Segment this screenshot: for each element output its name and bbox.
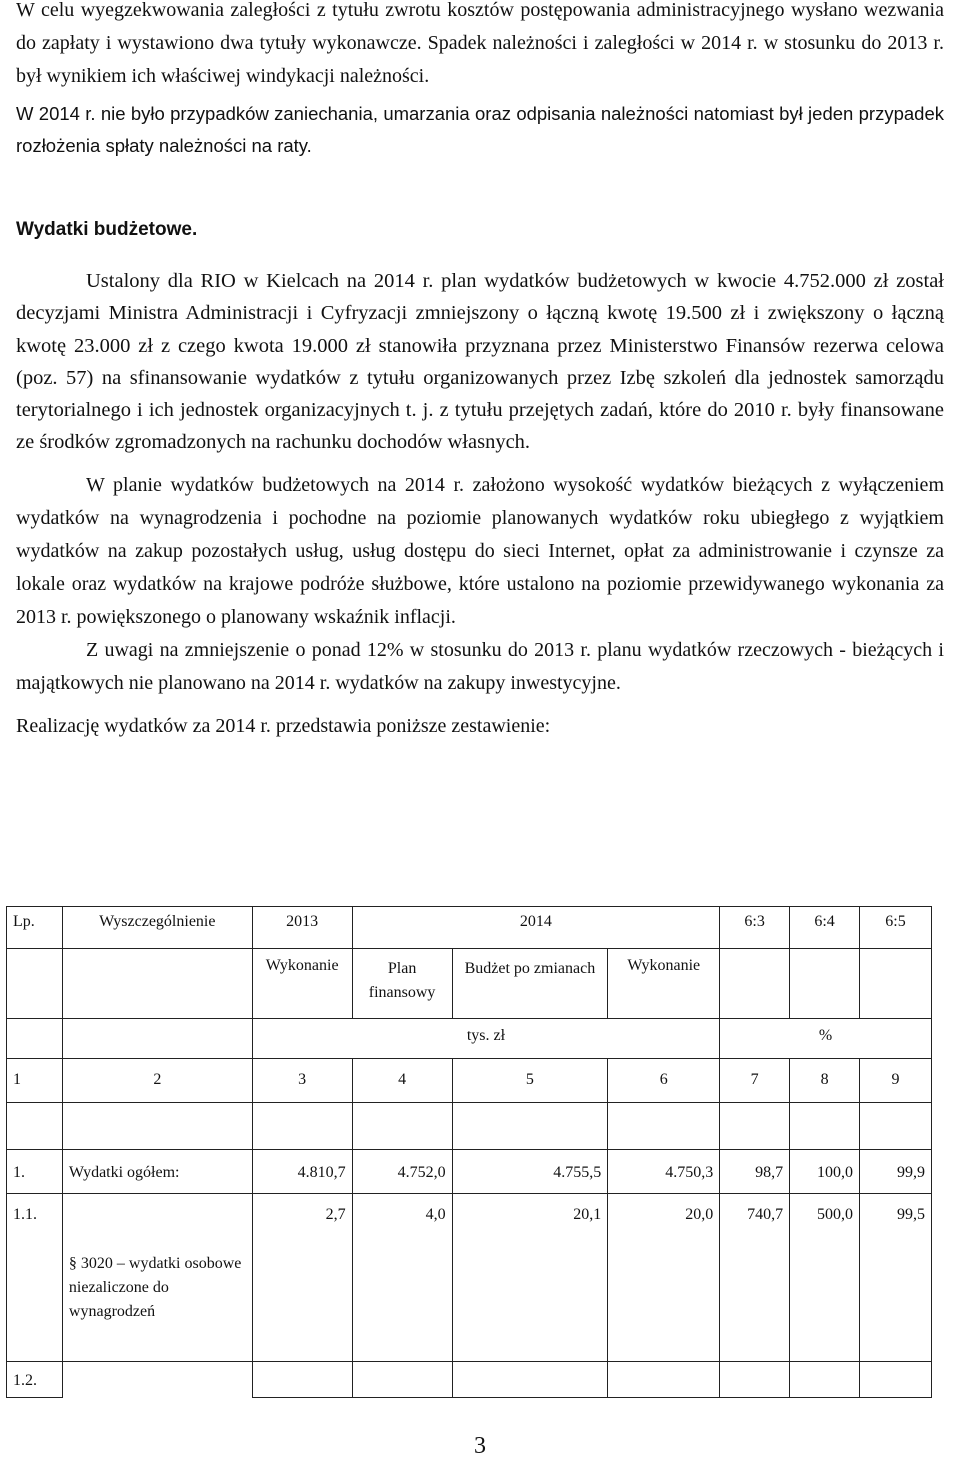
row-value: 4.750,3 (608, 1150, 720, 1194)
row-value: 99,9 (860, 1150, 932, 1194)
row-value: 500,0 (790, 1194, 860, 1362)
document-page (16, 0, 944, 743)
paragraph-zaniechania: W 2014 r. nie było przypadków zaniechania, umarzania oraz odpisania należności natomiast był jeden przypadek rozłożenia spłaty należności na raty. (16, 103, 944, 156)
subheader-wykonanie-2013: Wykonanie (252, 949, 352, 1019)
subheader-wykonanie-2014: Wykonanie (608, 949, 720, 1019)
row-value: 2,7 (252, 1194, 352, 1362)
header-2014: 2014 (352, 907, 720, 949)
header-ratio-6-3: 6:3 (720, 907, 790, 949)
row-value: 4,0 (352, 1194, 452, 1362)
row-value: 740,7 (720, 1194, 790, 1362)
row-desc-detail: § 3020 – wydatki osobowe niezaliczone do wynagrodzeń (62, 1194, 252, 1362)
colnum-9: 9 (860, 1059, 932, 1103)
paragraph-plan-rio: Ustalony dla RIO w Kielcach na 2014 r. plan wydatków budżetowych w kwocie 4.752.000 zł został decyzjami Ministra Administracji i Cyfryzacji zmniejszony o łączną kwotę 19.500 zł i zwiększony o łączną kwotę 23.000 zł z czego kwota 19.000 zł stanowiła przyznana przez Ministerstwo Finansów rezerwa celowa (poz. 57) na sfinansowanie wydatków z tytułu organizowanych przez Izbę szkoleń dla jednostek samorządu terytorialnego i ich jednostek organizacyjnych t. j. z tytułu przejętych zadań, które do 2010 r. były finansowane ze środków zgromadzonych na rachunku dochodów własnych. (16, 270, 944, 454)
subheader-plan-finansowy: Plan finansowy (352, 949, 452, 1019)
colnum-2: 2 (62, 1059, 252, 1103)
colnum-8: 8 (790, 1059, 860, 1103)
paragraph-realizacja: Realizację wydatków za 2014 r. przedstawia poniższe zestawienie: (16, 714, 551, 737)
row-value: 20,0 (608, 1194, 720, 1362)
colnum-5: 5 (452, 1059, 608, 1103)
expenditure-table (6, 906, 932, 1398)
row-value: 4.810,7 (252, 1150, 352, 1194)
table-row (7, 1194, 932, 1362)
paragraph-plan-wydatkow: W planie wydatków budżetowych na 2014 r. założono wysokość wydatków bieżących z wyłączeniem wydatków na wynagrodzenia i pochodne na poziomie planowanych wydatków roku ubiegłego z wyjątkiem wydatków na zakup pozostałych usług, usług dostępu do sieci Internet, opłat za administrowanie i czynsze za lokale oraz wydatków na krajowe podróże służbowe, które ustalono na poziomie przewidywanego wykonania za 2013 r. powiększonego o planowany wskaźnik inflacji. (16, 473, 944, 628)
header-2013: 2013 (252, 907, 352, 949)
colnum-6: 6 (608, 1059, 720, 1103)
table-row (7, 1150, 932, 1194)
subheader-budzet-po-zmianach: Budżet po zmianach (452, 949, 608, 1019)
paragraph-zmniejszenie: Z uwagi na zmniejszenie o ponad 12% w stosunku do 2013 r. planu wydatków rzeczowych - bieżących i majątkowych nie planowano na 2014 r. wydatków na zakupy inwestycyjne. (16, 638, 944, 694)
unit-percent: % (720, 1019, 932, 1059)
row-value: 98,7 (720, 1150, 790, 1194)
row-lp: 1. (7, 1150, 63, 1194)
header-ratio-6-4: 6:4 (790, 907, 860, 949)
row-lp: 1.1. (7, 1194, 63, 1362)
colnum-4: 4 (352, 1059, 452, 1103)
row-desc: Wydatki ogółem: (62, 1150, 252, 1194)
row-value: 4.752,0 (352, 1150, 452, 1194)
row-value: 20,1 (452, 1194, 608, 1362)
row-value: 100,0 (790, 1150, 860, 1194)
row-value: 4.755,5 (452, 1150, 608, 1194)
row-value: 99,5 (860, 1194, 932, 1362)
header-lp: Lp. (7, 907, 63, 949)
colnum-3: 3 (252, 1059, 352, 1103)
table-row (7, 1362, 932, 1398)
page-number: 3 (474, 1433, 486, 1459)
section-heading-wydatki: Wydatki budżetowe. (16, 219, 198, 240)
unit-tys-zl: tys. zł (252, 1019, 719, 1059)
colnum-1: 1 (7, 1059, 63, 1103)
header-ratio-6-5: 6:5 (860, 907, 932, 949)
colnum-7: 7 (720, 1059, 790, 1103)
paragraph-windykacja: W celu wyegzekwowania zaległości z tytułu zwrotu kosztów postępowania administracyjnego wysłano wezwania do zapłaty i wystawiono dwa tytuły wykonawcze. Spadek należności i zaległości w 2014 r. w stosunku do 2013 r. był wynikiem ich właściwej windykacji należności. (16, 0, 944, 87)
header-wyszczegolnienie: Wyszczególnienie (62, 907, 252, 949)
row-lp: 1.2. (7, 1362, 63, 1398)
